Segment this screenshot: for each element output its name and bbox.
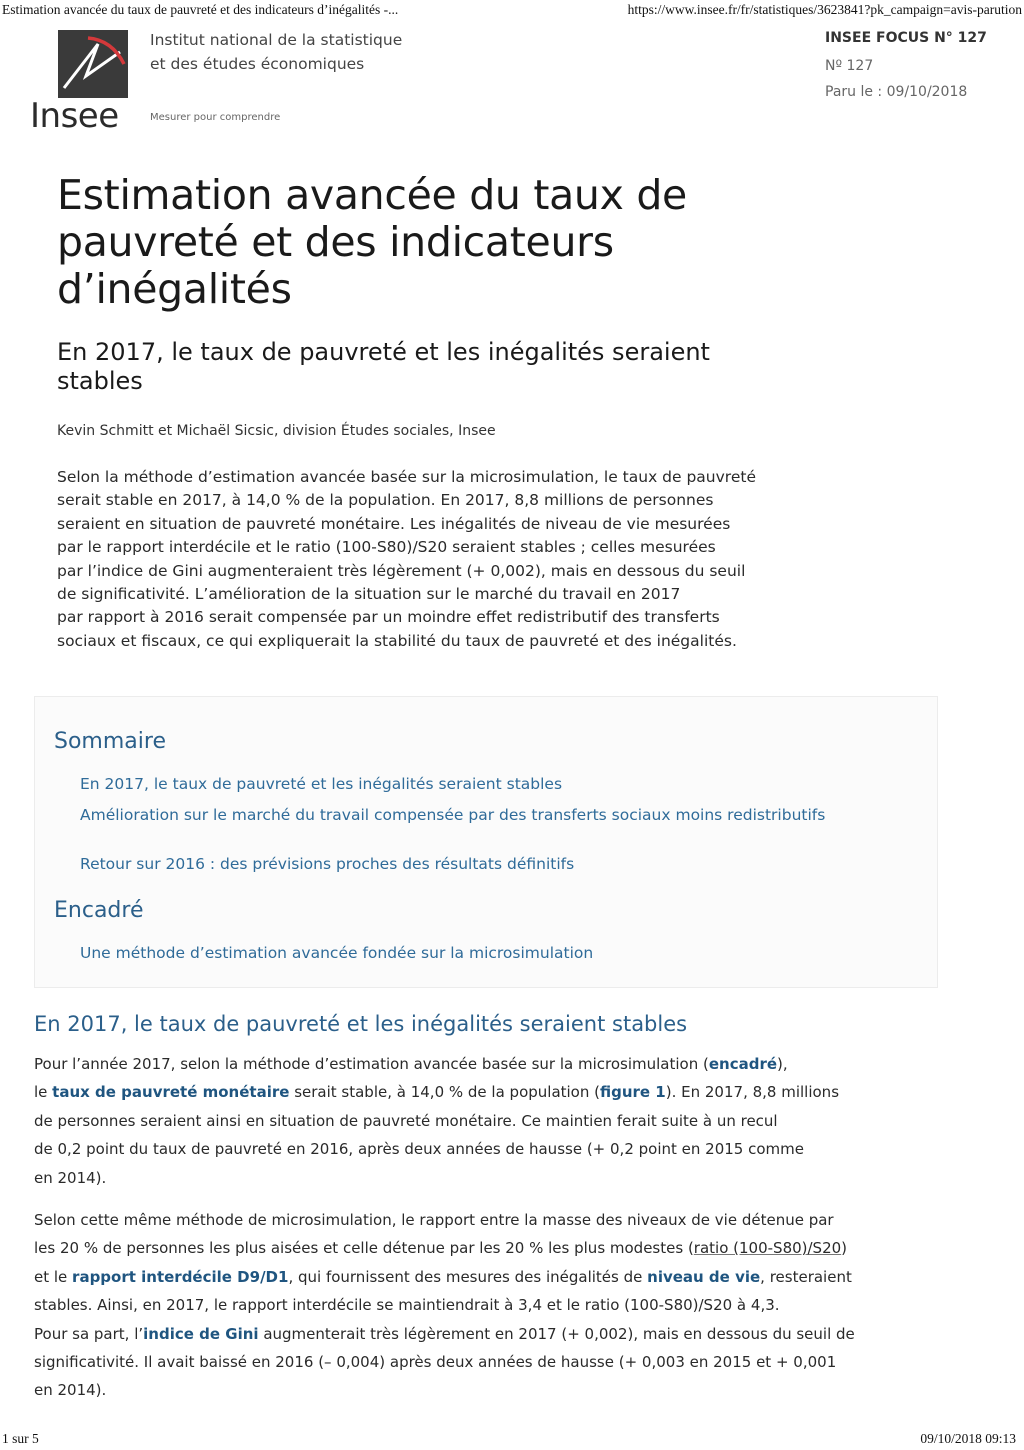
publication-series: INSEE FOCUS N° 127 [825,30,987,46]
text: et le [34,1267,73,1286]
page-title-line-1: Estimation avancée du taux de [57,171,687,219]
toc-box-heading: Encadré [54,898,144,923]
print-footer-page: 1 sur 5 [2,1431,39,1446]
print-header [0,0,1024,22]
text: stables. Ainsi, en 2017, le rapport interdécile se maintiendrait à 3,4 et le ratio (100-S80)/S20 à 4,3. [34,1296,780,1315]
page-subtitle-line-1: En 2017, le taux de pauvreté et les inégalités seraient [57,338,710,366]
publication-number: Nº 127 [825,58,874,74]
link-indice-gini[interactable]: indice de Gini [143,1324,259,1343]
text: augmenterait très légèrement en 2017 (+ 0,002), mais en dessous du seuil de [258,1324,855,1343]
text: ). En 2017, 8,8 millions [665,1083,840,1102]
insee-logo-mark-icon [58,30,128,98]
toc-box-link-1[interactable]: Une méthode d’estimation avancée fondée sur la microsimulation [80,944,594,962]
insee-logo[interactable] [30,30,140,136]
text: Pour l’année 2017, selon la méthode d’estimation avancée basée sur la microsimulation ( [34,1055,709,1073]
table-of-contents [34,696,938,988]
glossary-ratio-s80-s20[interactable]: ratio (100-S80)/S20 [693,1239,842,1258]
text: de 0,2 point du taux de pauvreté en 2016, après deux années de hausse (+ 0,2 point en 2015 comme [34,1140,804,1159]
paragraph-1 [34,1050,934,1192]
print-header-url: https://www.insee.fr/fr/statistiques/3623841?pk_campaign=avis-parution [627,2,1022,17]
abstract [57,466,877,653]
toc-heading: Sommaire [54,729,166,754]
page-subtitle [57,338,857,396]
abstract-line: Selon la méthode d’estimation avancée basée sur la microsimulation, le taux de pauvreté [57,468,756,486]
text: en 2014). [34,1381,107,1400]
abstract-line: serait stable en 2017, à 14,0 % de la population. En 2017, 8,8 millions de personnes [57,491,714,510]
link-encadre[interactable]: encadré [708,1055,778,1073]
toc-link-3[interactable]: Retour sur 2016 : des prévisions proches des résultats définitifs [80,855,575,873]
section-heading: En 2017, le taux de pauvreté et les inégalités seraient stables [34,1012,688,1036]
text: ), [777,1055,788,1073]
link-figure-1[interactable]: figure 1 [599,1083,666,1102]
publication-info [825,30,990,100]
link-taux-pauvrete[interactable]: taux de pauvreté monétaire [52,1083,290,1102]
text: de personnes seraient ainsi en situation de pauvreté monétaire. Ce maintien ferait suite à un recul [34,1111,778,1130]
authors: Kevin Schmitt et Michaël Sicsic, division Études sociales, Insee [57,423,496,439]
institute-tagline: Mesurer pour comprendre [150,112,281,123]
institute-name [150,28,402,76]
text: serait stable, à 14,0 % de la population ( [289,1083,600,1102]
page-title-line-2: pauvreté et des indicateurs [57,218,614,266]
link-rapport-interdecile[interactable]: rapport interdécile D9/D1 [72,1267,289,1286]
page-subtitle-line-2: stables [57,367,143,395]
abstract-line: de significativité. L’amélioration de la situation sur le marché du travail en 2017 [57,585,681,604]
abstract-line: sociaux et fiscaux, ce qui expliquerait la stabilité du taux de pauvreté et des inégalités. [57,631,737,650]
print-footer-datetime: 09/10/2018 09:13 [920,1431,1016,1446]
paragraph-2 [34,1206,934,1405]
institute-line-2: et des études économiques [150,55,365,73]
toc-link-2[interactable]: Amélioration sur le marché du travail compensée par des transferts sociaux moins redistributifs [80,806,826,824]
abstract-line: par le rapport interdécile et le ratio (100-S80)/S20 seraient stables ; celles mesurées [57,538,716,557]
abstract-line: seraient en situation de pauvreté monétaire. Les inégalités de niveau de vie mesurées [57,514,731,533]
text: les 20 % de personnes les plus aisées et celle détenue par les 20 % les plus modestes ( [34,1239,694,1258]
toc-link-1[interactable]: En 2017, le taux de pauvreté et les inégalités seraient stables [80,775,563,793]
text: Selon cette même méthode de microsimulation, le rapport entre la masse des niveaux de vie détenue par [34,1211,834,1229]
text: en 2014). [34,1168,107,1187]
link-niveau-de-vie[interactable]: niveau de vie [647,1267,761,1286]
abstract-line: par l’indice de Gini augmenteraient très légèrement (+ 0,002), mais en dessous du seuil [57,561,746,580]
page-title [57,172,817,313]
text: , resteraient [760,1267,852,1286]
text: le [34,1083,53,1102]
text: ) [841,1239,848,1258]
print-header-title: Estimation avancée du taux de pauvreté et des indicateurs d’inégalités -... [2,2,399,17]
institute-line-1: Institut national de la statistique [150,31,403,49]
abstract-line: par rapport à 2016 serait compensée par un moindre effet redistributif des transferts [57,608,720,627]
text: , qui fournissent des mesures des inégalités de [288,1267,648,1286]
page-title-line-3: d’inégalités [57,265,292,313]
insee-logo-text: Insee [30,96,119,136]
text: Pour sa part, l’ [34,1324,144,1343]
print-footer [0,1430,1024,1450]
text: significativité. Il avait baissé en 2016 (– 0,004) après deux années de hausse (+ 0,003 en 2015 et + 0,001 [34,1353,837,1372]
publication-date: Paru le : 09/10/2018 [825,84,968,100]
